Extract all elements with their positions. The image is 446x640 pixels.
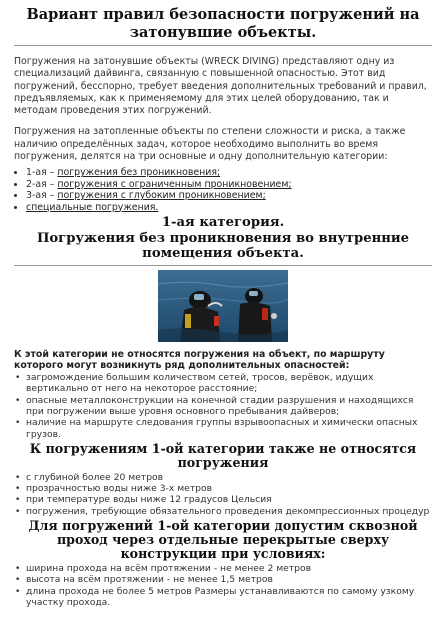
- category-link-2[interactable]: погружения с ограниченным проникновением;: [57, 178, 292, 190]
- list-item: • наличие на маршруте следования группы взрывоопасных и химически опасных грузов.: [26, 417, 432, 440]
- list-item: • опасные металлоконструкции на конечной стадии разрушения и находящихся при погружении выше уровня основного пребывания дайверов;: [26, 395, 432, 418]
- category-item: • 1-ая – погружения без проникновения;: [26, 167, 432, 178]
- category-link-1[interactable]: погружения без проникновения;: [57, 167, 221, 179]
- list-item: • при температуре воды ниже 12 градусов Цельсия: [26, 494, 432, 505]
- title-divider: [14, 45, 432, 46]
- through-passage-heading: Для погружений 1-ой категории допустим сквозной проход через отдельные перекрытые сверху конструкции при условиях:: [28, 518, 418, 562]
- exclusions-heading: К погружениям 1-ой категории также не относятся погружения: [29, 440, 417, 470]
- category-item: • 2-ая – погружения с ограниченным проникновением;: [26, 179, 432, 190]
- category-list: [14, 167, 432, 213]
- category-item: [26, 202, 432, 213]
- intro-paragraph: Погружения на затонувшие объекты (WRECK DIVING) представляют одну из специализаций дайвинга, связанную с повышенной опасностью. Этот вид погружений, бесспорно, требует введения дополнительных требований и правил, предъявляемых, как к применяемому для этих целей оборудованию, так и методам проведения этих погружений.: [14, 56, 427, 117]
- list-item: • длина прохода не более 5 метров Размеры устанавливаются по самому узкому участку прохода.: [26, 586, 432, 609]
- list-item: • прозрачностью воды ниже 3-х метров: [26, 483, 432, 494]
- category-link-3[interactable]: погружения с глубоким проникновением;: [57, 190, 266, 202]
- conditions-list: [14, 563, 432, 608]
- exclusions-list: [14, 472, 432, 517]
- list-item: • высота на всём протяжении - не менее 1,5 метров: [26, 574, 432, 585]
- divers-photo: [158, 270, 288, 342]
- list-item: • загромождение большим количеством сетей, тросов, верёвок, идущих вертикально от него на некоторое расстояние;: [26, 372, 432, 395]
- section-divider: [14, 265, 432, 266]
- category-1-heading: 1-ая категория. Погружения без проникновения во внутренние помещения объекта.: [36, 215, 410, 261]
- category-item: • 3-ая – погружения с глубоким проникновением;: [26, 190, 432, 201]
- photo-container: [14, 270, 432, 346]
- list-item: • с глубиной более 20 метров: [26, 472, 432, 483]
- list-item: • ширина прохода на всём протяжении - не менее 2 метров: [26, 563, 432, 574]
- hazards-list: [14, 372, 432, 440]
- category-link-special[interactable]: специальные погружения.: [26, 201, 159, 213]
- hazards-lead: К этой категории не относятся погружения на объект, по маршруту которого могут возникнуть ряд дополнительных опасностей:: [14, 348, 385, 372]
- categories-intro-paragraph: Погружения на затопленные объекты по степени сложности и риска, а также наличию определённых задач, которое необходимо выполнить во время погружения, делятся на три основные и одну дополнительную категории:: [14, 126, 406, 163]
- list-item: • погружения, требующие обязательного проведения декомпрессионных процедур: [26, 506, 432, 517]
- page-title: Вариант правил безопасности погружений на затонувшие объекты.: [26, 6, 420, 41]
